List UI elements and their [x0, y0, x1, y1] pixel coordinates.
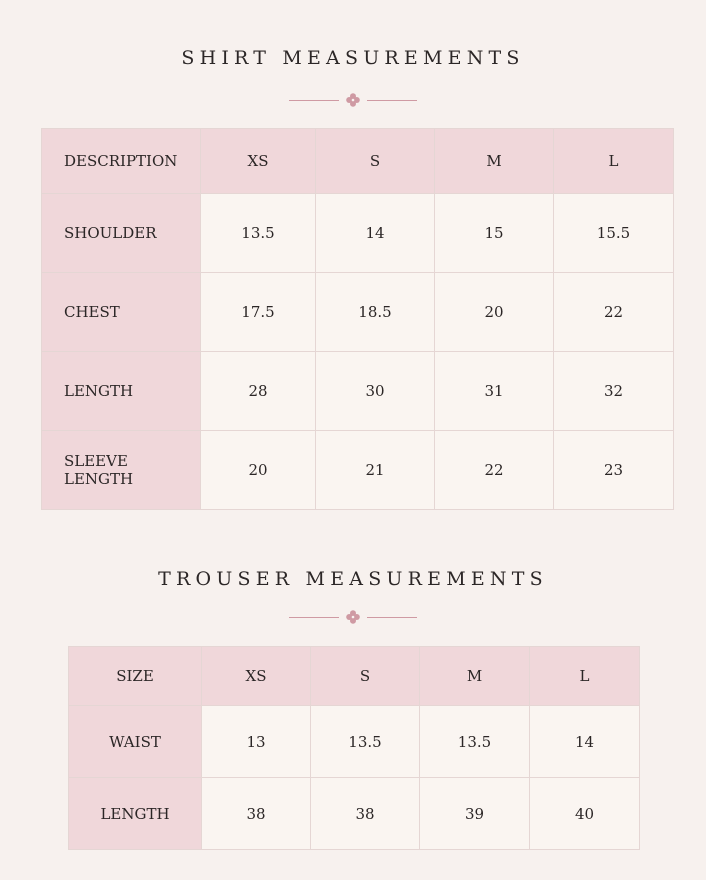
table-cell: 30 — [316, 352, 435, 431]
trouser-title-ornament — [0, 609, 706, 625]
table-row-length — [42, 352, 674, 431]
table-cell: 38 — [311, 778, 420, 850]
table-cell: 21 — [316, 431, 435, 510]
header-cell-m: M — [420, 647, 530, 706]
table-cell: 13.5 — [201, 194, 316, 273]
table-cell: 38 — [202, 778, 311, 850]
table-cell: 40 — [530, 778, 640, 850]
table-cell: 20 — [435, 273, 554, 352]
row-label: CHEST — [42, 273, 201, 352]
table-cell: 20 — [201, 431, 316, 510]
table-row-chest — [42, 273, 674, 352]
row-label: SLEEVE LENGTH — [42, 431, 201, 510]
quatrefoil-flower-icon — [345, 609, 361, 625]
table-row-shoulder — [42, 194, 674, 273]
table-cell: 17.5 — [201, 273, 316, 352]
header-cell-description: DESCRIPTION — [42, 129, 201, 194]
quatrefoil-flower-icon — [345, 92, 361, 108]
trouser-section-title: TROUSER MEASUREMENTS — [158, 568, 548, 590]
row-label: LENGTH — [69, 778, 202, 850]
table-cell: 14 — [530, 706, 640, 778]
table-cell: 13 — [202, 706, 311, 778]
table-header-row — [42, 129, 674, 194]
table-cell: 13.5 — [311, 706, 420, 778]
ornament-left-line — [289, 100, 339, 101]
table-cell: 13.5 — [420, 706, 530, 778]
header-cell-size: SIZE — [69, 647, 202, 706]
table-cell: 15.5 — [554, 194, 674, 273]
table-header-row — [69, 647, 640, 706]
header-cell-s: S — [316, 129, 435, 194]
header-cell-l: L — [554, 129, 674, 194]
table-cell: 22 — [435, 431, 554, 510]
row-label: LENGTH — [42, 352, 201, 431]
ornament-left-line — [289, 617, 339, 618]
table-row-length — [69, 778, 640, 850]
ornament-right-line — [367, 617, 417, 618]
table-cell: 31 — [435, 352, 554, 431]
row-label: WAIST — [69, 706, 202, 778]
table-cell: 18.5 — [316, 273, 435, 352]
trouser-measurements-table — [68, 646, 640, 850]
table-cell: 15 — [435, 194, 554, 273]
header-cell-m: M — [435, 129, 554, 194]
shirt-title-ornament — [0, 92, 706, 108]
header-cell-l: L — [530, 647, 640, 706]
ornament-right-line — [367, 100, 417, 101]
table-cell: 32 — [554, 352, 674, 431]
table-cell: 28 — [201, 352, 316, 431]
table-row-waist — [69, 706, 640, 778]
shirt-measurements-table — [41, 128, 674, 510]
header-cell-xs: XS — [201, 129, 316, 194]
table-row-sleeve-length — [42, 431, 674, 510]
table-cell: 14 — [316, 194, 435, 273]
header-cell-xs: XS — [202, 647, 311, 706]
table-cell: 39 — [420, 778, 530, 850]
header-cell-s: S — [311, 647, 420, 706]
table-cell: 23 — [554, 431, 674, 510]
shirt-section-title: SHIRT MEASUREMENTS — [181, 47, 525, 69]
table-cell: 22 — [554, 273, 674, 352]
row-label: SHOULDER — [42, 194, 201, 273]
